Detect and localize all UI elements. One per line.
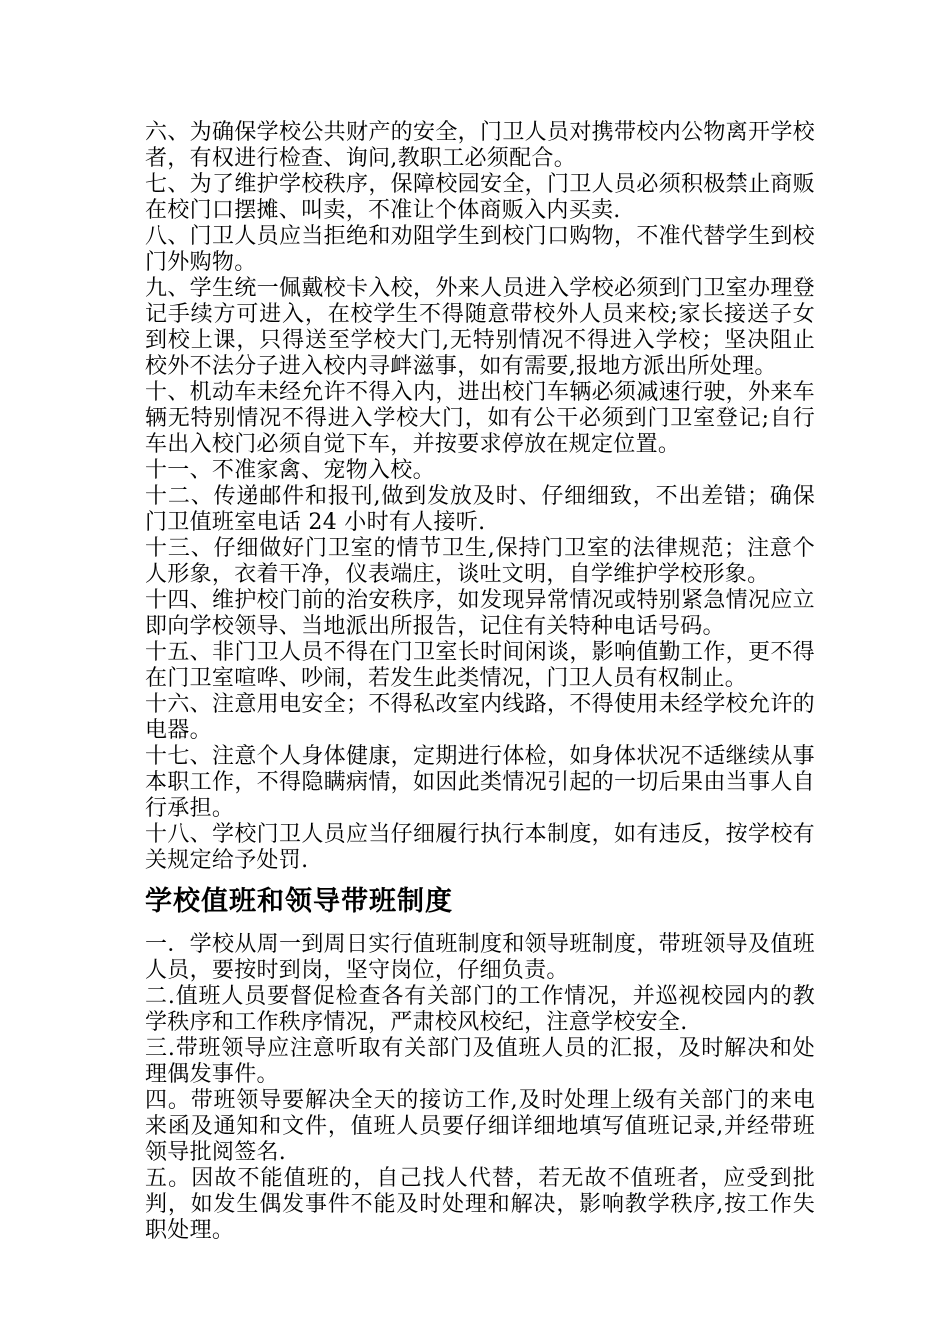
rule-paragraph: 十二、传递邮件和报刊,做到发放及时、仔细细致，不出差错；确保门卫值班室电话 24 小时有人接听. bbox=[145, 484, 815, 535]
rule-paragraph: 六、为确保学校公共财产的安全，门卫人员对携带校内公物离开学校者，有权进行检查、询问,教职工必须配合。 bbox=[145, 120, 815, 171]
duty-rule-paragraph: 三.带班领导应注意听取有关部门及值班人员的汇报，及时解决和处理偶发事件。 bbox=[145, 1036, 815, 1087]
rule-paragraph: 八、门卫人员应当拒绝和劝阻学生到校门口购物，不准代替学生到校门外购物。 bbox=[145, 224, 815, 275]
duty-rule-paragraph: 四。带班领导要解决全天的接访工作,及时处理上级有关部门的来电来函及通知和文件，值班人员要仔细详细地填写值班记录,并经带班领导批阅签名. bbox=[145, 1088, 815, 1165]
rule-paragraph: 十、机动车未经允许不得入内，进出校门车辆必须减速行驶，外来车辆无特别情况不得进入学校大门，如有公干必须到门卫室登记;自行车出入校门必须自觉下车，并按要求停放在规定位置。 bbox=[145, 380, 815, 457]
duty-rule-paragraph: 一．学校从周一到周日实行值班制度和领导班制度，带班领导及值班人员，要按时到岗，坚守岗位，仔细负责。 bbox=[145, 932, 815, 983]
rule-paragraph: 十五、非门卫人员不得在门卫室长时间闲谈，影响值勤工作，更不得在门卫室喧哗、吵闹，若发生此类情况，门卫人员有权制止。 bbox=[145, 640, 815, 691]
rule-paragraph: 七、为了维护学校秩序，保障校园安全，门卫人员必须积极禁止商贩在校门口摆摊、叫卖，不准让个体商贩入内买卖. bbox=[145, 172, 815, 223]
section-heading: 学校值班和领导带班制度 bbox=[145, 886, 453, 917]
rule-paragraph: 十四、维护校门前的治安秩序，如发现异常情况或特别紧急情况应立即向学校领导、当地派出所报告，记住有关特种电话号码。 bbox=[145, 588, 815, 639]
duty-rule-paragraph: 二.值班人员要督促检查各有关部门的工作情况，并巡视校园内的教学秩序和工作秩序情况，严肃校风校纪，注意学校安全. bbox=[145, 984, 815, 1035]
duty-rule-paragraph: 五。因故不能值班的，自己找人代替，若无故不值班者，应受到批判，如发生偶发事件不能及时处理和解决，影响教学秩序,按工作失职处理。 bbox=[145, 1166, 815, 1243]
document-page bbox=[145, 120, 815, 1244]
rule-paragraph: 十八、学校门卫人员应当仔细履行执行本制度，如有违反，按学校有关规定给予处罚. bbox=[145, 822, 815, 873]
rule-paragraph: 十六、注意用电安全；不得私改室内线路，不得使用未经学校允许的电器。 bbox=[145, 692, 815, 743]
rule-paragraph: 十三、仔细做好门卫室的情节卫生,保持门卫室的法律规范；注意个人形象，衣着干净，仪表端庄，谈吐文明，自学维护学校形象。 bbox=[145, 536, 815, 587]
rule-paragraph: 九、学生统一佩戴校卡入校，外来人员进入学校必须到门卫室办理登记手续方可进入，在校学生不得随意带校外人员来校;家长接送子女到校上课，只得送至学校大门,无特别情况不得进入学校；坚决阻止校外不法分子进入校内寻衅滋事，如有需要,报地方派出所处理。 bbox=[145, 276, 815, 379]
rule-paragraph: 十一、不准家禽、宠物入校。 bbox=[145, 458, 435, 483]
rule-paragraph: 十七、注意个人身体健康，定期进行体检，如身体状况不适继续从事本职工作，不得隐瞒病情，如因此类情况引起的一切后果由当事人自行承担。 bbox=[145, 744, 815, 821]
